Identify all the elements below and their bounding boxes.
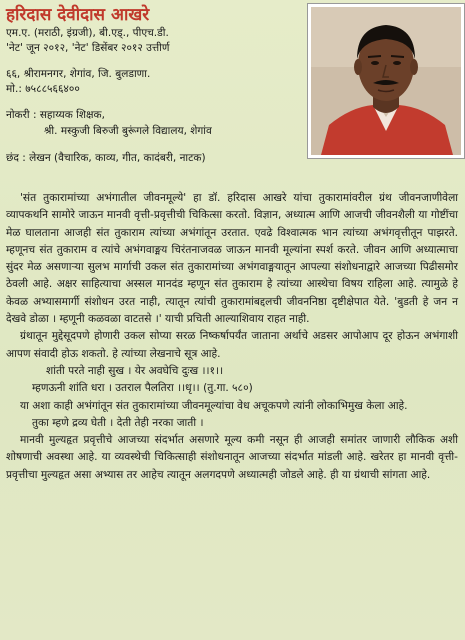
author-photo [308,4,464,158]
author-hobby: छंद : लेखन (वैचारिक, काव्य, गीत, कादंबरी, नाटक) [6,152,206,164]
author-name: हरिदास देवीदास आखरे [6,5,150,25]
verse-1: शांती परते नाही सुख । येर अवघेचि दुःख ।।१।। [46,364,224,377]
author-mobile: मो.: ७५८८५६६४०० [6,83,80,95]
verse-3: तुका म्हणे द्रव्य घेती । देती तेही नरका जाती । [32,416,204,429]
paragraph-3: या अशा काही अभंगांतून संत तुकारामांच्या जीवनमूल्यांचा वेध अचूकपणे त्यांनी लोकाभिमुख केला आहे. [20,399,408,412]
author-job: नोकरी : सहाय्यक शिक्षक, [6,109,105,121]
paragraph-4: मानवी मुल्यहृत प्रवृत्तीचे आजच्या संदर्भात असणारे मूल्य कमी नसून ही आजही समांतर जाणारी लौकिक अशी शोषणाची अवस्था आहे. या व्यवस्थेची चिकित्साही संशोधनातून आजच्या संदर्भात मांडली आहे. खरेतर हा मानवी वृत्ती-प्रवृत्तीचा मुल्यहृत असा अभ्यास तर आहेच त्यातून अलगदपणे अध्यात्मही जोडले आहे. ही या ग्रंथाची सांगता आहे. [6,434,458,481]
verse-2: म्हणऊनी शांति धरा । उतराल पैलतिरा ।।धृ।। (तु.गा. ५८०) [32,382,253,395]
author-net: 'नेट' जून २०१२, 'नेट' डिसेंबर २०१२ उत्तीर्ण [6,42,170,54]
author-address: ६६, श्रीरामनगर, शेगांव, जि. बुलडाणा. [6,68,151,80]
paragraph-1: 'संत तुकारामांच्या अभंगातील जीवनमूल्ये' हा डॉ. हरिदास आखरे यांचा तुकारामांवरील ग्रंथ जीवनजाणीवेला व्यापकथनि सामोरे जाऊन मानवी वृत्ती-प्रवृत्तीची चिकित्सा करतो. विज्ञान, अध्यात्म आणि आजची जीवनशैली या गोष्टींचा मेळ घालताना आजही संत तुकाराम त्यांच्या अभंगांतून उरतात. एवढे विश्वात्मक भान त्यांच्या अभंगवृत्तीतून पाझरते. म्हणूनच संत तुकाराम व त्यांचे अभंगवाङ्मय चिरंतनाजवळ जाऊन मानवी मूल्यांना स्पर्श करते. जीवन आणि अध्यात्माचा सुंदर मेळ असणाऱ्या सुलभ मार्गाची उकल संत तुकारामांच्या अभंगवाङ्मयातून आपल्या संशोधनाद्वारे आजच्या पिढीसमोर ठेवली आहे. अक्षर साहित्याचा अस्सल मानदंड म्हणून संत तुकाराम हे त्यांच्या आस्थेचा विषय राहिला आहे. त्यामुळे हे केवळ अभ्यासमार्गी संशोधन उरत नाही, त्यातून त्यांची तुकारामांबद्दलची जीवननिष्ठा दृष्टीक्षेपात येते. 'बुडती हे जन न देखवे डोळा । म्हणूनी कळवळा वाटतसे ।' याची प्रचिती आल्याशिवाय राहत नाही. [6,192,458,326]
paragraph-2: ग्रंथातून मुद्देसूदपणे होणारी उकल सोप्या सरळ निष्कर्षापर्यंत जाताना अर्थाचे अडसर आपोआप दूर होऊन अभंगाशी आपण संवादी होऊ शकतो. हे त्यांच्या लेखनाचे सूत्र आहे. [6,330,458,360]
blurb-text [6,190,458,484]
author-school: श्री. मस्कुजी बिरुजी बुरूंगले विद्यालय, शेगांव [44,125,212,137]
author-degrees: एम.ए. (मराठी, इंग्रजी), बी.एड्., पीएच.डी. [6,27,169,39]
